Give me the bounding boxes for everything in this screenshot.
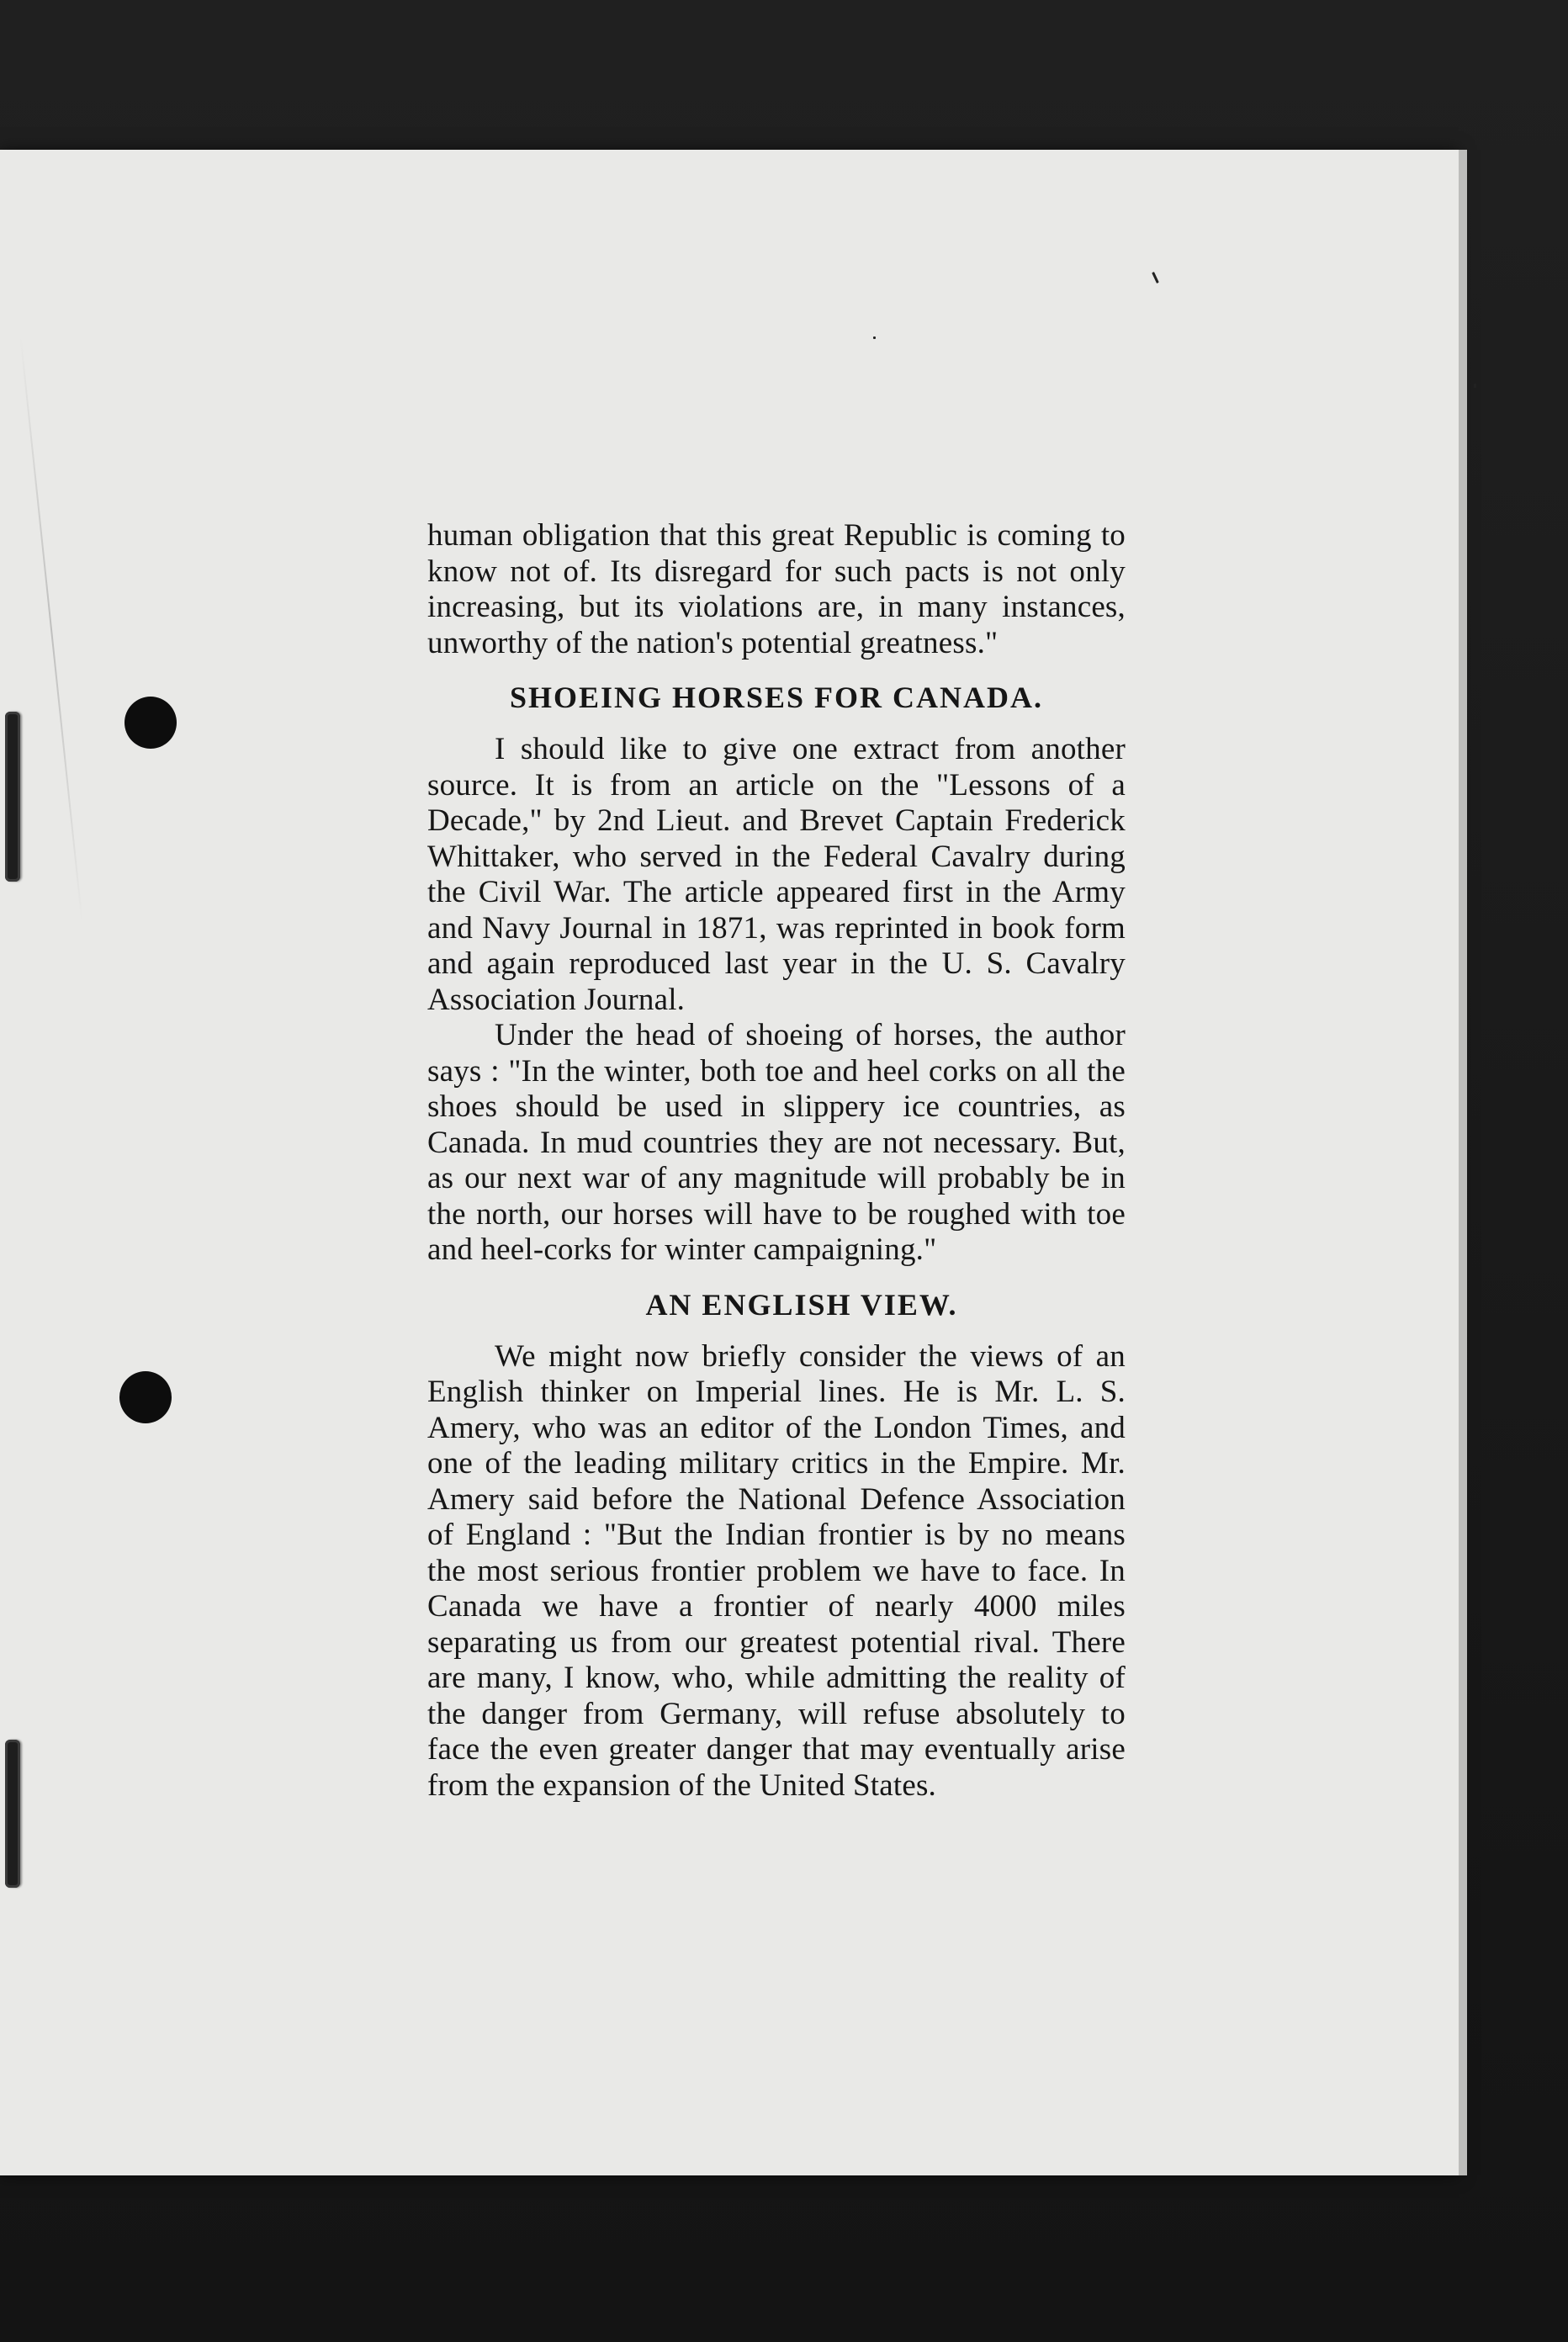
paper-fold-line xyxy=(19,336,82,922)
paragraph-continuation: human obligation that this great Republic is coming to know not of. Its disregard for such pacts is not only increasing, but its violations are, in many instances, unworthy of the nation's potential greatness." xyxy=(427,518,1126,660)
paper-right-edge xyxy=(1459,150,1467,2175)
body-text-column xyxy=(427,518,1126,1804)
paragraph-english-view: We might now briefly consider the views of an English thinker on Imperial lines. He is Mr. L. S. Amery, who was an editor of the London Times, and one of the leading military critics in the Empire. Mr. Amery said before the National Defence Association of England : "But the Indian frontier is by no means the most serious frontier problem we have to face. In Canada we have a frontier of nearly 4000 miles separating us from our greatest potential rival. There are many, I know, who, while admitting the reality of the danger from Germany, will refuse absolutely to face the even greater danger that may eventually arise from the expansion of the United States. xyxy=(427,1338,1126,1803)
section-heading-english-view: AN ENGLISH VIEW. xyxy=(645,1287,958,1322)
dust-speck xyxy=(873,336,876,339)
dust-speck xyxy=(1474,384,1476,388)
paper-page xyxy=(0,150,1459,2175)
punch-hole-upper xyxy=(124,697,177,749)
paragraph-shoeing-quote: Under the head of shoeing of horses, the author says : "In the winter, both toe and heel corks on all the shoes should be used in slippery ice countries, as Canada. In mud countries they are not necessary. But, as our next war of any magnitude will probably be in the north, our horses will have to be roughed with toe and heel-corks for winter campaigning." xyxy=(427,1018,1126,1267)
binding-clip-lower xyxy=(5,1740,20,1888)
paragraph-extract-intro: I should like to give one extract from another source. It is from an article on the "Lessons of a Decade," by 2nd Lieut. and Brevet Captain Frederick Whittaker, who served in the Federal Cavalry during the Civil War. The article appeared first in the Army and Navy Journal in 1871, was reprinted in book form and again reproduced last year in the U. S. Cavalry Association Journal. xyxy=(427,732,1126,1017)
dust-speck xyxy=(1152,272,1159,283)
punch-hole-lower xyxy=(119,1371,172,1423)
section-heading-shoeing-horses: SHOEING HORSES FOR CANADA. xyxy=(509,681,1044,714)
binding-clip-upper xyxy=(5,712,20,882)
